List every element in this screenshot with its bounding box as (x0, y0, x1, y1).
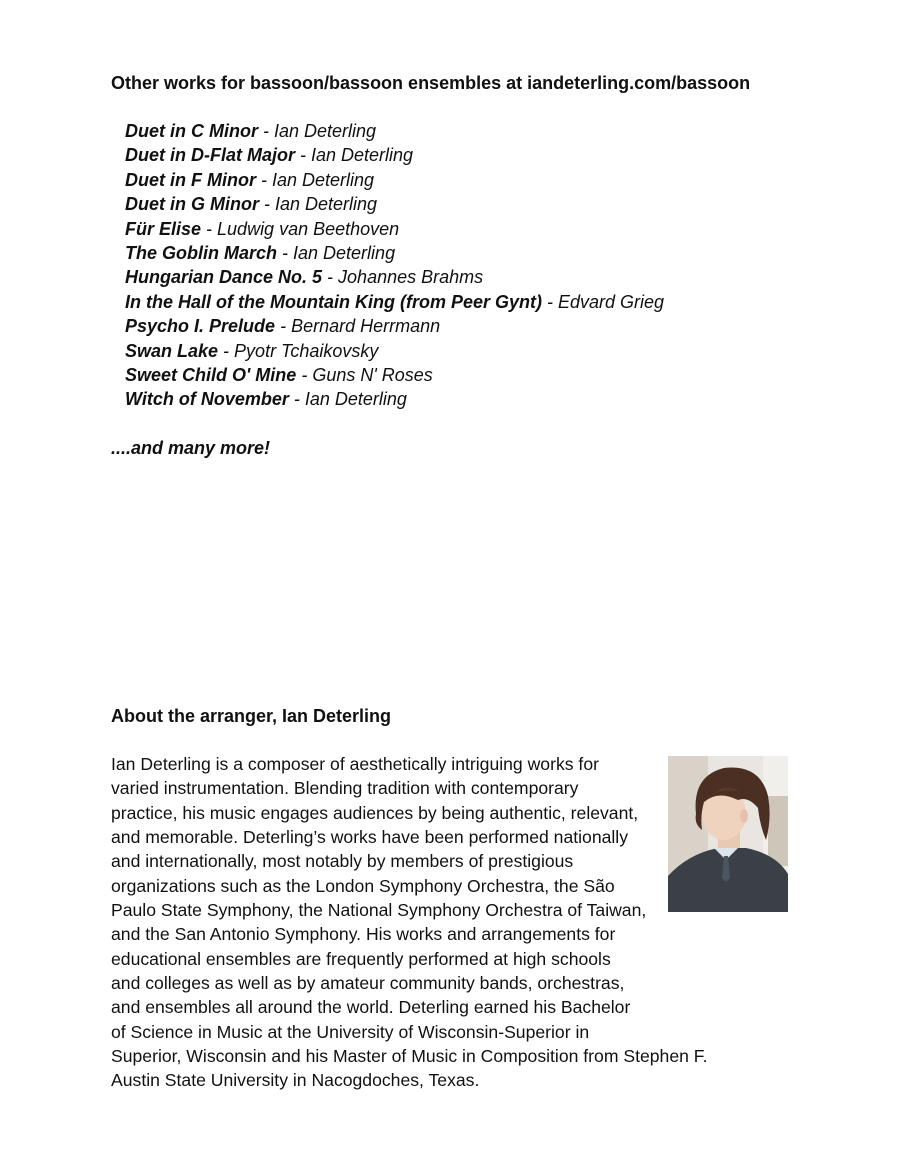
separator: - (277, 243, 294, 264)
separator: - (259, 194, 275, 215)
about-heading: About the arranger, Ian Deterling (111, 706, 392, 726)
work-item (125, 192, 664, 216)
work-title: Hungarian Dance No. 5 (125, 267, 323, 288)
work-title: Psycho I. Prelude (125, 316, 276, 337)
work-composer: Pyotr Tchaikovsky (234, 340, 379, 361)
work-title: Sweet Child O' Mine (125, 365, 297, 386)
work-title: Witch of November (125, 389, 289, 410)
work-composer: Ian Deterling (311, 145, 414, 166)
work-composer: Bernard Herrmann (291, 316, 441, 337)
work-title: Swan Lake (125, 340, 219, 361)
bio-line: varied instrumentation. Blending tradition with contemporary (111, 778, 579, 799)
work-title: Duet in C Minor (125, 121, 258, 141)
work-composer: Guns N' Roses (312, 365, 433, 386)
work-item (125, 265, 664, 289)
work-item (125, 290, 664, 314)
work-title: In the Hall of the Mountain King (from Peer Gynt) (125, 291, 542, 312)
arranger-photo (668, 756, 788, 912)
work-title: Duet in G Minor (125, 194, 259, 215)
work-item (125, 363, 664, 387)
work-item (125, 241, 664, 265)
bio-paragraph (111, 752, 731, 1093)
separator: - (275, 316, 292, 337)
separator: - (295, 145, 311, 166)
work-composer: Ludwig van Beethoven (217, 218, 400, 239)
work-title: Duet in F Minor (125, 169, 256, 190)
work-item (125, 119, 664, 143)
arranger-portrait-illustration (668, 756, 788, 912)
bio-line: organizations such as the London Symphony Orchestra, the São (111, 875, 615, 896)
bio-line: Austin State University in Nacogdoches, Texas. (111, 1070, 480, 1091)
works-heading: Other works for bassoon/bassoon ensembles at iandeterling.com/bassoon (111, 73, 751, 93)
separator: - (201, 218, 218, 239)
bio-line: Ian Deterling is a composer of aesthetically intriguing works for (111, 754, 599, 774)
bio-line: of Science in Music at the University of Wisconsin-Superior in (111, 1021, 590, 1042)
work-composer: Ian Deterling (304, 389, 407, 410)
separator: - (258, 121, 274, 141)
bio-line: Superior, Wisconsin and his Master of Music in Composition from Stephen F. (111, 1046, 708, 1067)
separator: - (288, 389, 305, 410)
work-title: The Goblin March (125, 243, 278, 264)
work-item (125, 339, 664, 363)
bio-line: practice, his music engages audiences by being authentic, relevant, (111, 802, 639, 823)
works-list (125, 119, 664, 412)
work-composer: Ian Deterling (275, 194, 378, 215)
bio-line: and memorable. Deterling’s works have been performed nationally (111, 827, 629, 848)
work-title: Duet in D-Flat Major (125, 145, 295, 166)
work-composer: Edvard Grieg (558, 291, 665, 312)
separator: - (542, 291, 558, 312)
bio-line: and ensembles all around the world. Deterling earned his Bachelor (111, 997, 631, 1018)
work-item (125, 314, 664, 338)
bio-line: educational ensembles are frequently performed at high schools (111, 948, 611, 969)
bio-line: and the San Antonio Symphony. His works and arrangements for (111, 924, 616, 945)
separator: - (322, 267, 339, 288)
work-composer: Johannes Brahms (338, 267, 484, 288)
bio-line: Paulo State Symphony, the National Symphony Orchestra of Taiwan, (111, 900, 647, 921)
work-item (125, 217, 664, 241)
work-composer: Ian Deterling (271, 169, 375, 190)
work-item (125, 168, 664, 192)
work-composer: Ian Deterling (293, 243, 396, 264)
separator: - (255, 169, 272, 190)
many-more-note: ....and many more! (111, 438, 271, 458)
separator: - (218, 340, 235, 361)
work-item (125, 387, 664, 411)
separator: - (296, 365, 313, 386)
work-item (125, 143, 664, 167)
bio-line: and colleges as well as by amateur community bands, orchestras, (111, 973, 625, 994)
work-composer: Ian Deterling (274, 121, 377, 141)
work-title: Für Elise (125, 218, 202, 239)
bio-line: and internationally, most notably by members of prestigious (111, 851, 574, 872)
